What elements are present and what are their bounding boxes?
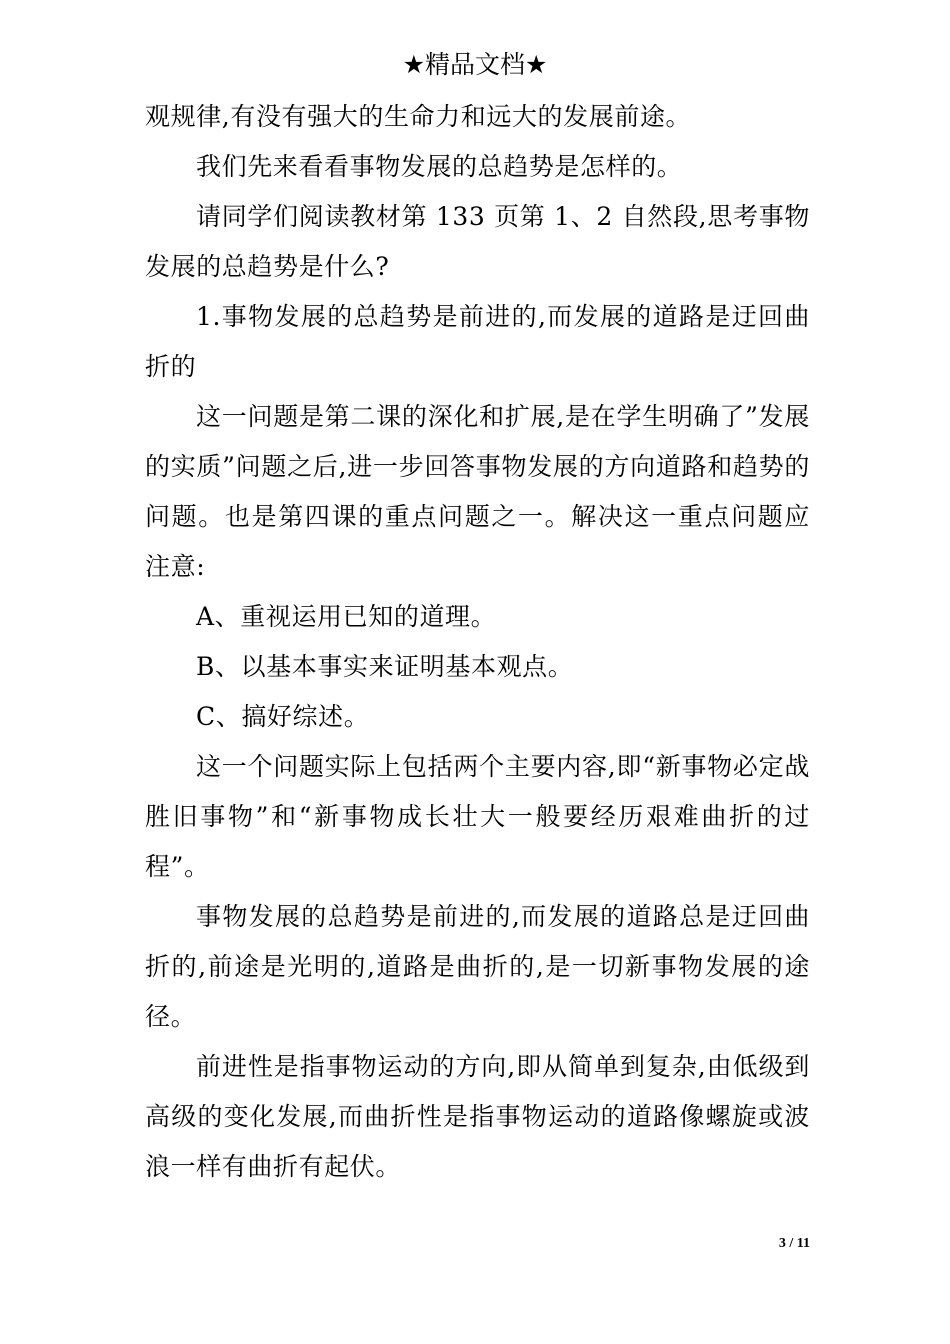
paragraph-4: 1.事物发展的总趋势是前进的,而发展的道路是迂回曲折的: [145, 302, 810, 381]
paragraph-11: 前进性是指事物运动的方向,即从简单到复杂,由低级到高级的变化发展,而曲折性是指事物运动的道路像螺旋或波浪一样有曲折有起伏。: [145, 1052, 810, 1181]
paragraph-8: C、搞好综述。: [196, 702, 370, 731]
paragraph-3: 请同学们阅读教材第 133 页第 1、2 自然段,思考事物发展的总趋势是什么?: [145, 202, 810, 281]
paragraph-10: 事物发展的总趋势是前进的,而发展的道路总是迂回曲折的,前途是光明的,道路是曲折的,是一切新事物发展的途径。: [145, 902, 810, 1031]
document-header: ★精品文档★: [402, 50, 548, 79]
paragraph-5: 这一问题是第二课的深化和扩展,是在学生明确了”发展的实质”问题之后,进一步回答事物发展的方向道路和趋势的问题。也是第四课的重点问题之一。解决这一重点问题应注意:: [145, 402, 810, 581]
document-body: [145, 92, 810, 1192]
paragraph-7: B、以基本事实来证明基本观点。: [196, 652, 574, 681]
page-number: 3 / 11: [778, 1236, 810, 1251]
paragraph-9: 这一个问题实际上包括两个主要内容,即“新事物必定战胜旧事物”和“新事物成长壮大一般要经历艰难曲折的过程”。: [145, 752, 810, 881]
paragraph-2: 我们先来看看事物发展的总趋势是怎样的。: [196, 152, 683, 181]
paragraph-1: 观规律,有没有强大的生命力和远大的发展前途。: [145, 102, 692, 131]
paragraph-6: A、重视运用已知的道理。: [196, 602, 497, 631]
